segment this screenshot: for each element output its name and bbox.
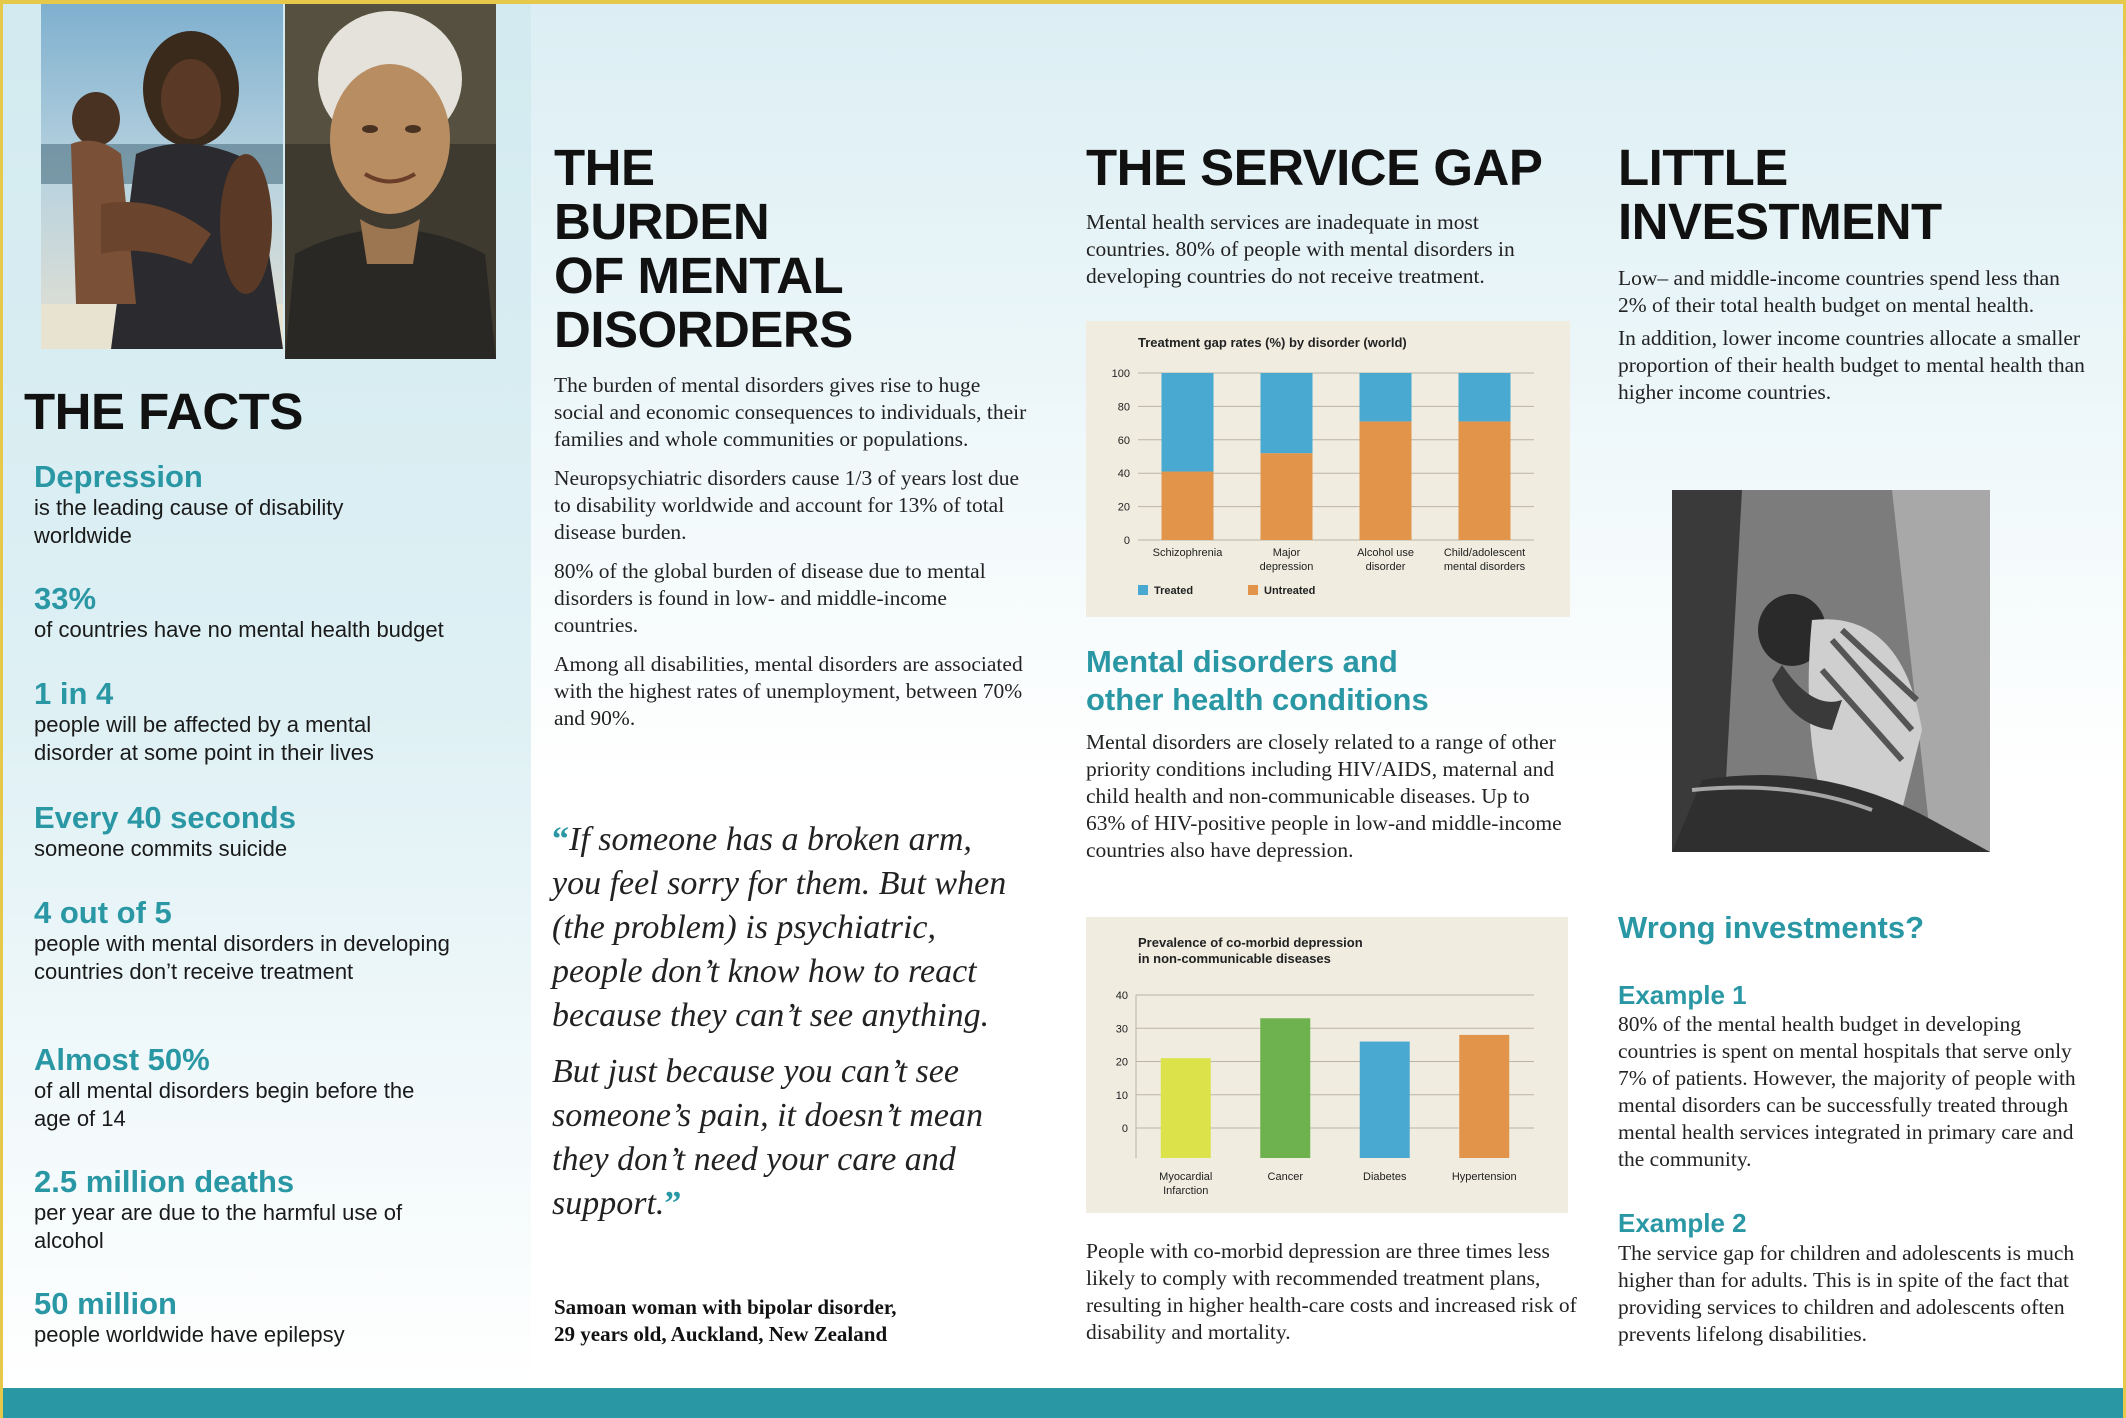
x-category-label: Major bbox=[1272, 547, 1301, 559]
bar-untreated bbox=[1360, 421, 1412, 540]
x-category-label: disorder bbox=[1365, 561, 1406, 573]
investment-heading bbox=[1618, 141, 2038, 249]
x-category-label: depression bbox=[1259, 561, 1314, 573]
fact-description: of all mental disorders begin before the age of 14 bbox=[34, 1078, 415, 1131]
quote-paragraph bbox=[552, 818, 1012, 1038]
x-category-label: Diabetes bbox=[1363, 1171, 1407, 1183]
fact-description: per year are due to the harmful use of alcohol bbox=[34, 1200, 403, 1253]
fact-description: people with mental disorders in developing countries don’t receive treatment bbox=[34, 931, 450, 984]
treatment-gap-chart-svg bbox=[1086, 321, 1570, 617]
fact-highlight: Depression bbox=[34, 459, 203, 494]
burden-heading bbox=[554, 141, 894, 357]
attribution-line: Samoan woman with bipolar disorder, bbox=[554, 1295, 897, 1319]
legend-swatch bbox=[1248, 585, 1258, 595]
subhead-line: Mental disorders and bbox=[1086, 644, 1398, 679]
page-border-left bbox=[0, 0, 3, 1418]
bar-treated bbox=[1162, 373, 1214, 472]
investment-body bbox=[1618, 265, 2088, 412]
y-tick-label: 80 bbox=[1117, 401, 1130, 414]
facts-heading: THE FACTS bbox=[24, 383, 303, 440]
fact-item bbox=[34, 801, 514, 863]
y-tick-label: 20 bbox=[1117, 501, 1130, 514]
y-tick-label: 20 bbox=[1115, 1056, 1128, 1069]
page-border-top bbox=[0, 0, 2126, 4]
fact-item bbox=[34, 896, 514, 986]
service-gap-heading: THE SERVICE GAP bbox=[1086, 139, 1543, 196]
quote-attribution bbox=[554, 1294, 994, 1348]
y-tick-label: 10 bbox=[1115, 1089, 1128, 1102]
investment-heading-line: LITTLE bbox=[1618, 139, 1788, 196]
fact-highlight: 4 out of 5 bbox=[34, 895, 172, 930]
comorbid-consequences-body: People with co-morbid depression are three times less likely to comply with recommended treatment plans, resulting in higher health-care costs and increased risk of disability and mortality. bbox=[1086, 1239, 1577, 1344]
fact-highlight: 50 million bbox=[34, 1286, 177, 1321]
burden-heading-line: DISORDERS bbox=[554, 301, 853, 358]
x-category-label: Hypertension bbox=[1451, 1171, 1517, 1183]
y-tick-label: 60 bbox=[1117, 434, 1130, 447]
y-tick-label: 0 bbox=[1123, 535, 1130, 547]
example-2-body: The service gap for children and adolescents is much higher than for adults. This is in spite of the fact that providing services to children and adolescents often prevents lifelong disabilities. bbox=[1618, 1241, 2075, 1346]
fact-description: someone commits suicide bbox=[34, 836, 288, 861]
chart-title: in non-communicable diseases bbox=[1138, 951, 1331, 966]
burden-body bbox=[554, 372, 1034, 744]
bar bbox=[1360, 1042, 1410, 1158]
y-tick-label: 0 bbox=[1121, 1123, 1128, 1135]
bar bbox=[1161, 1058, 1211, 1158]
quote-paragraph bbox=[552, 1050, 1012, 1226]
bar-treated bbox=[1459, 373, 1511, 421]
burden-paragraph: Among all disabilities, mental disorders are associated with the highest rates of unemployment, between 70% and 90%. bbox=[554, 652, 1023, 730]
bar-treated bbox=[1360, 373, 1412, 421]
fact-item bbox=[34, 1287, 514, 1349]
bar-untreated bbox=[1162, 472, 1214, 540]
burden-heading-line: OF MENTAL bbox=[554, 247, 844, 304]
photo-boy-washing bbox=[1672, 490, 1990, 852]
x-category-label: Schizophrenia bbox=[1152, 547, 1223, 559]
bottom-color-band bbox=[0, 1388, 2126, 1418]
quote-text: But just because you can’t see someone’s pain, it doesn’t mean they don’t need your care and support. bbox=[552, 1053, 983, 1222]
legend-label: Untreated bbox=[1264, 585, 1316, 597]
mental-conditions-heading bbox=[1086, 643, 1566, 719]
burden-paragraph: The burden of mental disorders gives rise to huge social and economic consequences to individuals, their families and whole communities or populations. bbox=[554, 373, 1027, 451]
fact-description: is the leading cause of disability worldwide bbox=[34, 495, 344, 548]
fact-item bbox=[34, 460, 514, 550]
bar-untreated bbox=[1459, 421, 1511, 540]
comorbid-depression-chart bbox=[1086, 917, 1568, 1213]
y-tick-label: 100 bbox=[1111, 368, 1130, 380]
fact-item bbox=[34, 1043, 514, 1133]
fact-highlight: 1 in 4 bbox=[34, 676, 114, 711]
fact-description: of countries have no mental health budget bbox=[34, 617, 444, 642]
bar bbox=[1459, 1035, 1509, 1158]
patient-quote bbox=[552, 818, 1012, 1238]
quote-text: If someone has a broken arm, you feel sorry for them. But when (the problem) is psychiatric, people don’t know how to react because they can’t see anything. bbox=[552, 821, 1007, 1034]
x-category-label: mental disorders bbox=[1443, 561, 1526, 573]
photo-father-and-child bbox=[41, 4, 283, 349]
burden-heading-line: BURDEN bbox=[554, 193, 770, 250]
service-gap-intro: Mental health services are inadequate in most countries. 80% of people with mental disorders in developing countries do not receive treatment. bbox=[1086, 210, 1515, 288]
y-tick-label: 40 bbox=[1115, 990, 1128, 1002]
legend-swatch bbox=[1138, 585, 1148, 595]
investment-heading-line: INVESTMENT bbox=[1618, 193, 1942, 250]
legend-label: Treated bbox=[1154, 585, 1194, 597]
investment-paragraph: Low– and middle-income countries spend less than 2% of their total health budget on mental health. bbox=[1618, 266, 2060, 317]
fact-highlight: 2.5 million deaths bbox=[34, 1164, 295, 1199]
x-category-label: Myocardial bbox=[1159, 1171, 1213, 1183]
investment-paragraph: In addition, lower income countries allocate a smaller proportion of their health budget to mental health than higher income countries. bbox=[1618, 326, 2085, 404]
fact-description: people worldwide have epilepsy bbox=[34, 1322, 345, 1347]
photo-elderly-woman bbox=[285, 4, 496, 359]
fact-highlight: Every 40 seconds bbox=[34, 800, 296, 835]
fact-item bbox=[34, 677, 514, 767]
x-category-label: Infarction bbox=[1163, 1185, 1209, 1197]
attribution-line: 29 years old, Auckland, New Zealand bbox=[554, 1322, 888, 1346]
fact-item bbox=[34, 582, 514, 644]
comorbid-depression-chart-svg bbox=[1086, 917, 1568, 1213]
y-tick-label: 30 bbox=[1115, 1023, 1128, 1036]
example-1-heading: Example 1 bbox=[1618, 980, 1747, 1010]
x-category-label: Cancer bbox=[1267, 1171, 1303, 1183]
treatment-gap-chart bbox=[1086, 321, 1570, 617]
burden-paragraph: Neuropsychiatric disorders cause 1/3 of years lost due to disability worldwide and account for 13% of total disease burden. bbox=[554, 466, 1020, 544]
bar-treated bbox=[1261, 373, 1313, 453]
fact-description: people will be affected by a mental disorder at some point in their lives bbox=[34, 712, 374, 765]
y-tick-label: 40 bbox=[1117, 468, 1130, 481]
chart-title: Treatment gap rates (%) by disorder (world) bbox=[1138, 335, 1407, 350]
close-quote-mark: ” bbox=[664, 1185, 682, 1222]
bar-untreated bbox=[1261, 453, 1313, 540]
fact-highlight: Almost 50% bbox=[34, 1042, 210, 1077]
comorbid-body: Mental disorders are closely related to a range of other priority conditions including HIV/AIDS, maternal and child health and non-communicable diseases. Up to 63% of HIV-positive people in low-and middle-income countries also have depression. bbox=[1086, 730, 1562, 862]
fact-item bbox=[34, 1165, 514, 1255]
burden-paragraph: 80% of the global burden of disease due to mental disorders is found in low- and middle-income countries. bbox=[554, 559, 986, 637]
subhead-line: other health conditions bbox=[1086, 682, 1429, 717]
x-category-label: Alcohol use bbox=[1357, 547, 1414, 559]
fact-highlight: 33% bbox=[34, 581, 97, 616]
burden-heading-line: THE bbox=[554, 139, 655, 196]
example-2-heading: Example 2 bbox=[1618, 1208, 1747, 1238]
example-1-body: 80% of the mental health budget in developing countries is spent on mental hospitals that serve only 7% of patients. However, the majority of people with mental disorders can be successfully treated through mental health services integrated in primary care and the community. bbox=[1618, 1012, 2076, 1171]
chart-title: Prevalence of co-morbid depression bbox=[1138, 935, 1363, 950]
wrong-investments-heading: Wrong investments? bbox=[1618, 910, 1925, 945]
open-quote-mark: “ bbox=[552, 821, 569, 858]
x-category-label: Child/adolescent bbox=[1443, 547, 1526, 559]
bar bbox=[1260, 1018, 1310, 1158]
